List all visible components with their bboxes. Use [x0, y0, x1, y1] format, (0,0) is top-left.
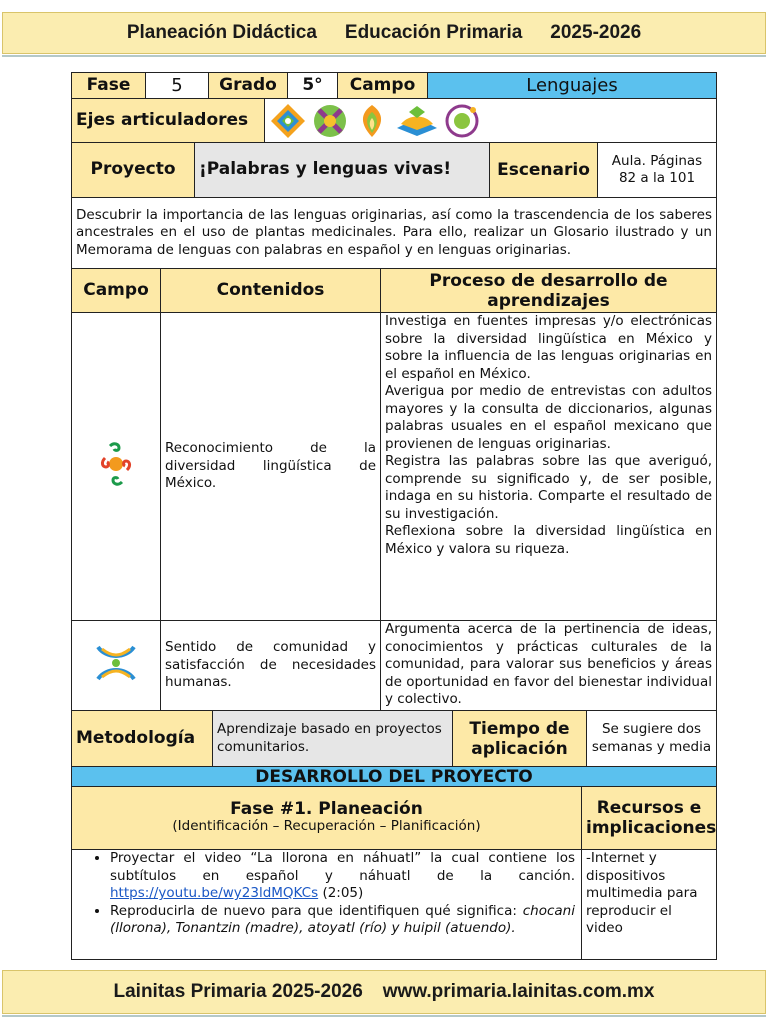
fase-title: Fase #1. Planeación — [230, 798, 423, 819]
row1-proceso-item: Registra las palabras sobre las que averiguó, comprende su significado y, de ser posible, indaga en su historia. Comparte el resultado de su investigación. — [385, 453, 712, 522]
activities-cell — [72, 850, 582, 960]
row2-proceso: Argumenta acerca de la pertinencia de ideas, conocimientos y prácticas culturales de la comunidad, para valorar sus beneficios y áreas de oportunidad en favor del bienestar individual y colectivo. — [381, 621, 717, 711]
metodologia-value: Aprendizaje basado en proyectos comunitarios. — [213, 711, 453, 767]
inclusion-icon — [269, 102, 307, 140]
escenario-value: Aula. Páginas 82 a la 101 — [598, 143, 717, 198]
row1-proceso-item: Reflexiona sobre la diversidad lingüística en México y valora su riqueza. — [385, 523, 712, 557]
fase-value: 5 — [146, 73, 209, 99]
activity-item — [110, 850, 575, 903]
lenguajes-icon — [99, 440, 133, 488]
footer-brand: Lainitas Primaria 2025-2026 — [113, 981, 363, 1002]
ejes-label: Ejes articuladores — [72, 99, 265, 143]
header-title: Planeación Didáctica — [126, 22, 317, 43]
grado-label: Grado — [209, 73, 288, 99]
content-row — [72, 621, 717, 711]
header-banner — [2, 12, 766, 54]
ejes-icons — [269, 102, 712, 140]
activity-text: Proyectar el video “La llorona en náhuatl” la cual contiene los subtítulos en español y náhuatl de la canción. — [110, 850, 575, 884]
escenario-label: Escenario — [490, 143, 598, 198]
grado-value: 5° — [288, 73, 338, 99]
fase-label: Fase — [72, 73, 146, 99]
campo-label: Campo — [338, 73, 428, 99]
col-contenidos-header: Contenidos — [161, 269, 381, 313]
recursos-value: -Internet y dispositivos multimedia para reproducir el video — [582, 850, 717, 960]
info-table-top — [71, 72, 717, 99]
footer-banner — [2, 970, 766, 1014]
footer-url[interactable]: www.primaria.lainitas.com.mx — [382, 981, 655, 1002]
campo-value: Lenguajes — [428, 73, 717, 99]
activity-text: Reproducirla de nuevo para que identifiquen qué significa: — [110, 902, 517, 919]
col-campo-header: Campo — [72, 269, 161, 313]
lectura-icon — [395, 102, 439, 140]
header-year: 2025-2026 — [550, 22, 642, 43]
row1-contenido: Reconocimiento de la diversidad lingüística de México. — [161, 313, 381, 621]
recursos-label: Recursos e implicaciones — [582, 787, 717, 850]
video-duration: (2:05) — [322, 885, 364, 901]
activity-words: chocani (llorona), Tonantzin (madre), atoyatl (río) y huipil (atuendo). — [110, 902, 575, 936]
content-row — [72, 313, 717, 621]
metodologia-label: Metodología — [72, 711, 213, 767]
content-table — [71, 268, 717, 711]
desarrollo-table — [71, 766, 717, 960]
activity-item — [110, 903, 575, 938]
proyecto-value: ¡Palabras y lenguas vivas! — [195, 143, 490, 198]
header-level: Educación Primaria — [344, 22, 523, 43]
metodologia-table — [71, 710, 717, 767]
desarrollo-title: DESARROLLO DEL PROYECTO — [72, 767, 717, 787]
tiempo-label: Tiempo de aplicación — [453, 711, 587, 767]
row1-proceso-item: Investiga en fuentes impresas y/o electrónicas sobre la diversidad lingüística en México y sobre la influencia de las lenguas originarias en el español en México. — [385, 313, 712, 382]
project-description: Descubrir la importancia de las lenguas originarias, así como la trascendencia de los saberes ancestrales en el uso de plantas medicinales. Para ello, realizar un Glosario ilustrado y un Memorama de lenguas con palabras en español y en lenguas originarias. — [72, 198, 717, 269]
planning-document — [71, 72, 717, 960]
tiempo-value: Se sugiere dos semanas y media — [587, 711, 717, 767]
interculturalidad-icon — [311, 102, 349, 140]
de-lo-humano-icon — [92, 641, 140, 685]
video-link[interactable]: https://youtu.be/wy23ldMQKCs — [110, 885, 319, 901]
fase-subtitle: (Identificación – Recuperación – Planificación) — [172, 818, 481, 834]
proyecto-table — [71, 142, 717, 198]
row1-proceso — [381, 313, 717, 621]
ejes-table — [71, 98, 717, 143]
vida-saludable-icon — [443, 102, 481, 140]
pensamiento-critico-icon — [353, 102, 391, 140]
col-proceso-header: Proceso de desarrollo de aprendizajes — [381, 269, 717, 313]
activities-list — [76, 850, 575, 938]
description-table — [71, 197, 717, 269]
row2-contenido: Sentido de comunidad y satisfacción de necesidades humanas. — [161, 621, 381, 711]
row1-proceso-item: Averigua por medio de entrevistas con adultos mayores y la consulta de diccionarios, algunas palabras usuales en el español mexicano que provienen de lenguas originarias. — [385, 383, 712, 452]
proyecto-label: Proyecto — [72, 143, 195, 198]
